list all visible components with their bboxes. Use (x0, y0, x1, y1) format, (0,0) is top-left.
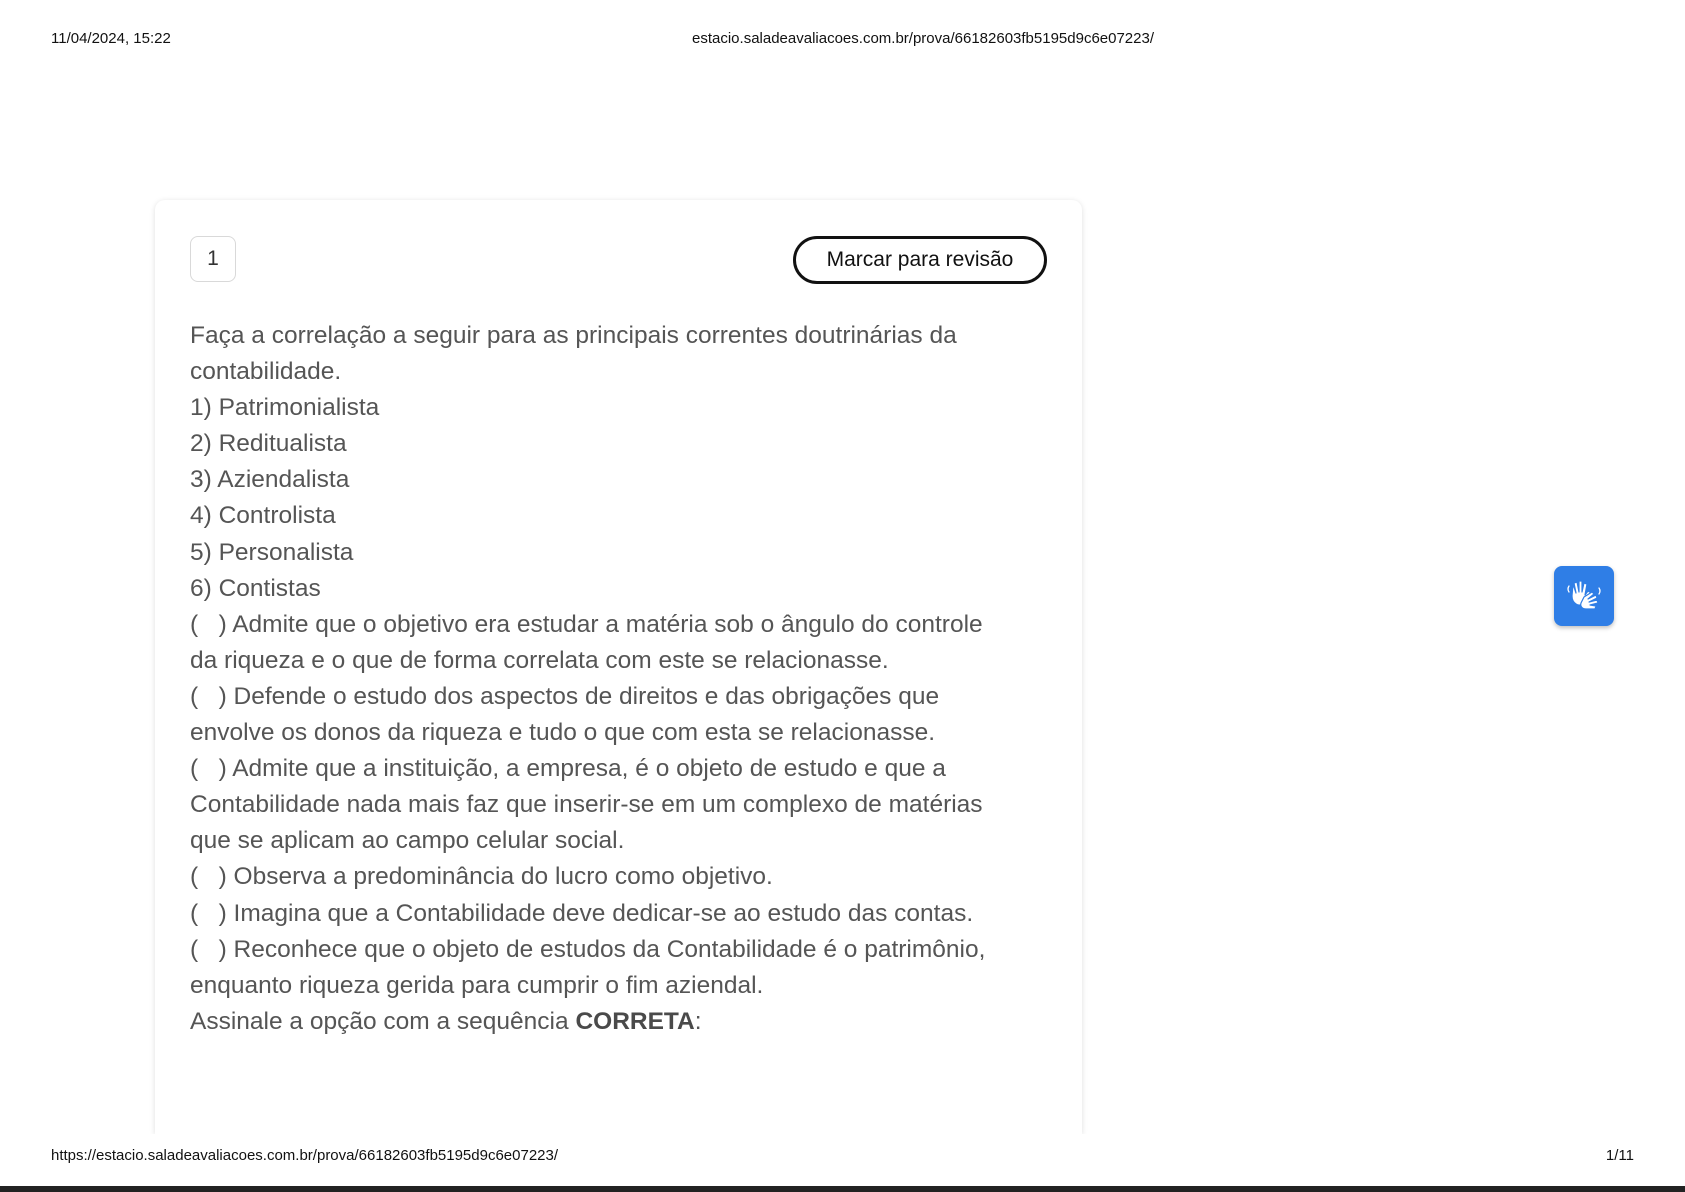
question-line: ( ) Defende o estudo dos aspectos de direitos e das obrigações que (190, 682, 940, 710)
question-number-badge: 1 (190, 236, 236, 282)
mark-for-review-button[interactable]: Marcar para revisão (793, 236, 1047, 284)
question-line: envolve os donos da riqueza e tudo o que com esta se relacionasse. (190, 719, 936, 747)
question-line: ( ) Observa a predominância do lucro como objetivo. (190, 863, 773, 891)
question-line: enquanto riqueza gerida para cumprir o fim aziendal. (190, 971, 764, 999)
question-instruction (190, 1004, 1050, 1040)
question-line: 1) Patrimonialista (190, 394, 380, 422)
question-line: 5) Personalista (190, 538, 354, 566)
question-line: ( ) Reconhece que o objeto de estudos da Contabilidade é o patrimônio, (190, 935, 986, 963)
question-line: Faça a correlação a seguir para as principais correntes doutrinárias da (190, 322, 957, 349)
question-line: 3) Aziendalista (190, 466, 350, 494)
page-bottom-edge (0, 1186, 1685, 1192)
sign-language-hands-icon (1564, 576, 1604, 616)
question-line: 2) Reditualista (190, 430, 347, 458)
question-line: 6) Contistas (190, 574, 321, 602)
instruction-suffix: : (694, 1007, 702, 1035)
instruction-prefix: Assinale a opção com a sequência (190, 1007, 576, 1035)
question-line: contabilidade. (190, 358, 342, 386)
print-header-url: estacio.saladeavaliacoes.com.br/prova/66182603fb5195d9c6e07223/ (692, 30, 1155, 47)
question-line: 4) Controlista (190, 502, 336, 530)
print-footer-page-number: 1/11 (1605, 1147, 1634, 1164)
sign-language-accessibility-button[interactable] (1554, 566, 1614, 626)
instruction-emphasis: CORRETA (575, 1007, 695, 1035)
question-line: que se aplicam ao campo celular social. (190, 827, 625, 855)
question-line: Contabilidade nada mais faz que inserir-se em um complexo de matérias (190, 791, 983, 819)
question-line: da riqueza e o que de forma correlata com este se relacionasse. (190, 646, 889, 674)
print-header-datetime: 11/04/2024, 15:22 (51, 30, 171, 47)
question-line: ( ) Admite que o objetivo era estudar a matéria sob o ângulo do controle (190, 610, 983, 638)
question-statement (190, 318, 1050, 1040)
question-line: ( ) Imagina que a Contabilidade deve dedicar-se ao estudo das contas. (190, 899, 974, 927)
print-footer-url: https://estacio.saladeavaliacoes.com.br/prova/66182603fb5195d9c6e07223/ (51, 1147, 559, 1164)
question-line: ( ) Admite que a instituição, a empresa, é o objeto de estudo e que a (190, 755, 946, 783)
question-card (155, 200, 1082, 1134)
